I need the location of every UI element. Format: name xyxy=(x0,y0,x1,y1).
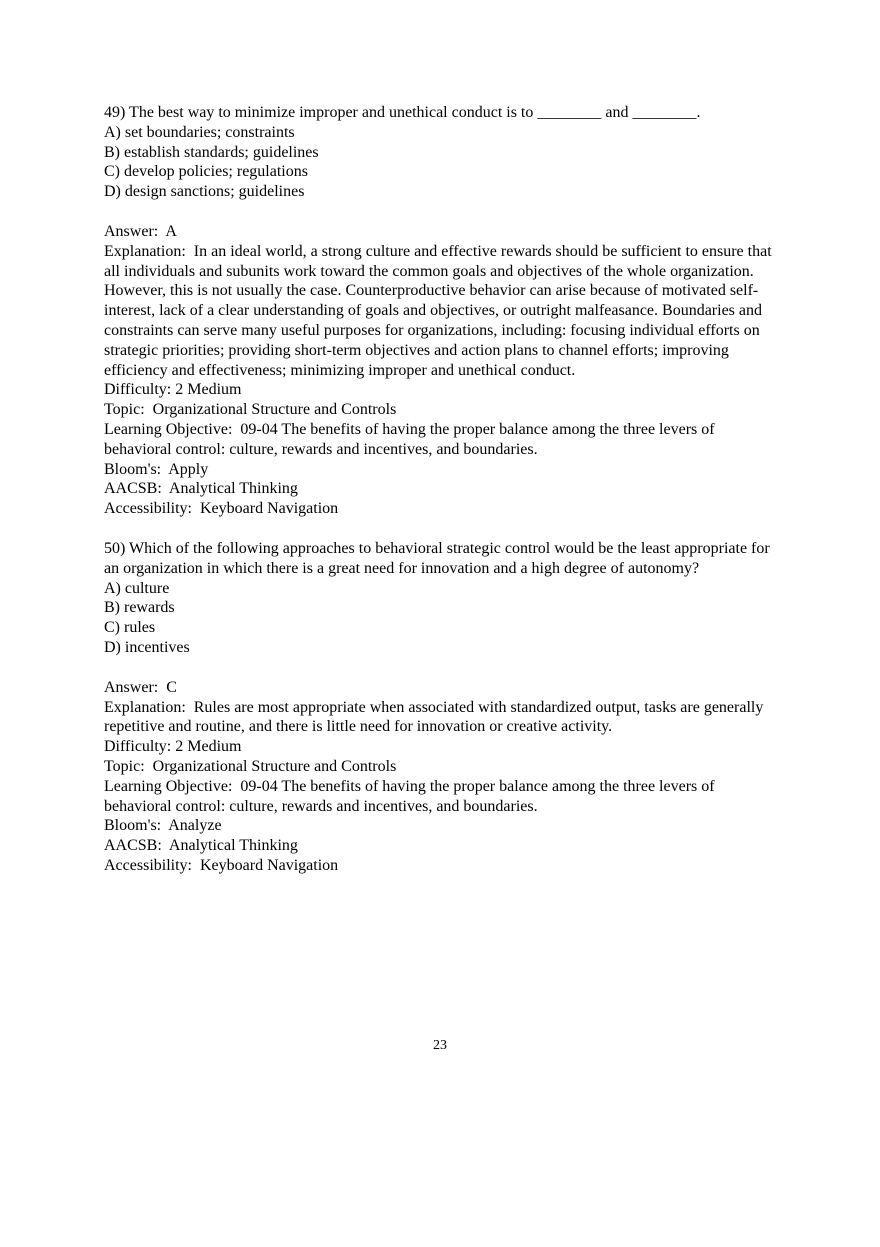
learning-objective: Learning Objective: 09-04 The benefits of having the proper balance among the three levers of behavioral control: culture, rewards and incentives, and boundaries. xyxy=(104,777,719,815)
topic: Topic: Organizational Structure and Controls xyxy=(104,401,397,419)
answer: Answer: A xyxy=(104,222,177,240)
option-a: A) culture xyxy=(104,579,170,597)
aacsb: AACSB: Analytical Thinking xyxy=(104,837,298,855)
question-block xyxy=(104,539,784,658)
blooms: Bloom's: Apply xyxy=(104,460,209,478)
accessibility: Accessibility: Keyboard Navigation xyxy=(104,856,339,874)
question-stem: 50) Which of the following approaches to behavioral strategic control would be the least appropriate for an organization in which there is a great need for innovation and a high degree of autonomy? xyxy=(104,539,774,577)
option-c: C) rules xyxy=(104,619,156,637)
explanation: Explanation: Rules are most appropriate when associated with standardized output, tasks are generally repetitive and routine, and there is little need for innovation or creative activity. xyxy=(104,698,768,736)
difficulty: Difficulty: 2 Medium xyxy=(104,738,242,756)
spacer xyxy=(104,658,784,678)
explanation: Explanation: In an ideal world, a strong culture and effective rewards should be sufficient to ensure that all individuals and subunits work toward the common goals and objectives of the whole organization. However, this is not usually the case. Counterproductive behavior can arise because of motivated self-interest, lack of a clear understanding of goals and objectives, or outright malfeasance. Boundaries and constraints can serve many useful purposes for organizations, including: focusing individual efforts on strategic priorities; providing short-term objectives and action plans to channel efforts; improving efficiency and effectiveness; minimizing improper and unethical conduct. xyxy=(104,242,776,379)
difficulty: Difficulty: 2 Medium xyxy=(104,381,242,399)
question-block xyxy=(104,103,784,202)
option-c: C) develop policies; regulations xyxy=(104,163,308,181)
learning-objective: Learning Objective: 09-04 The benefits of having the proper balance among the three levers of behavioral control: culture, rewards and incentives, and boundaries. xyxy=(104,420,719,458)
answer: Answer: C xyxy=(104,678,177,696)
answer-block xyxy=(104,678,784,876)
page-number: 23 xyxy=(433,1038,447,1053)
page-content xyxy=(104,103,784,876)
blooms: Bloom's: Analyze xyxy=(104,817,222,835)
question-stem: 49) The best way to minimize improper and unethical conduct is to ________ and ________. xyxy=(104,104,701,121)
option-d: D) incentives xyxy=(104,638,190,656)
aacsb: AACSB: Analytical Thinking xyxy=(104,480,298,498)
option-b: B) rewards xyxy=(104,599,175,617)
option-d: D) design sanctions; guidelines xyxy=(104,183,305,201)
option-a: A) set boundaries; constraints xyxy=(104,123,295,141)
accessibility: Accessibility: Keyboard Navigation xyxy=(104,500,339,518)
spacer xyxy=(104,202,784,222)
topic: Topic: Organizational Structure and Controls xyxy=(104,757,397,775)
answer-block xyxy=(104,222,784,519)
option-b: B) establish standards; guidelines xyxy=(104,143,319,161)
spacer xyxy=(104,519,784,539)
